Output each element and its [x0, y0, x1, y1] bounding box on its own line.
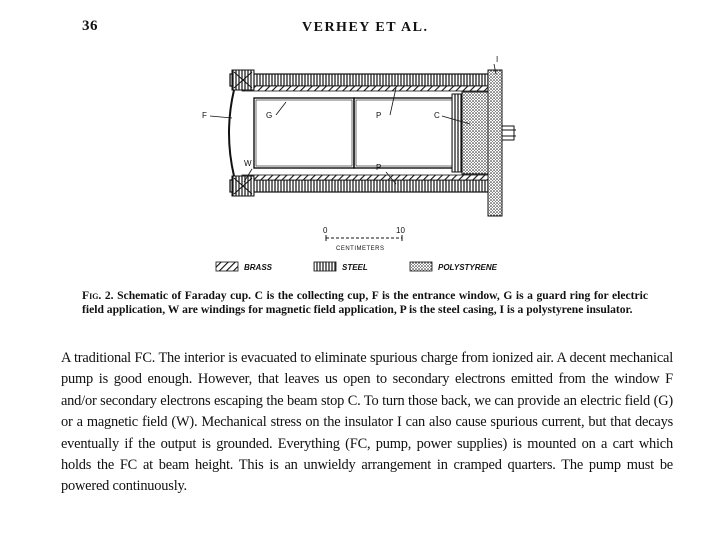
running-head: VERHEY ET AL.	[302, 20, 429, 35]
legend-brass: BRASS	[244, 263, 273, 272]
label-g: G	[266, 111, 273, 120]
faraday-cup-schematic	[190, 52, 530, 284]
legend-steel-swatch	[314, 262, 336, 271]
label-c: C	[434, 111, 440, 120]
label-p-bottom: P	[376, 163, 382, 172]
label-i: I	[496, 55, 499, 64]
legend-steel: STEEL	[342, 263, 368, 272]
legend-polystyrene-swatch	[410, 262, 432, 271]
scale-min: 0	[323, 226, 328, 235]
legend-polystyrene: POLYSTYRENE	[438, 263, 497, 272]
insulator	[462, 92, 488, 174]
page-number: 36	[82, 18, 98, 34]
label-p-top: P	[376, 111, 382, 120]
entrance-window	[229, 90, 234, 176]
legend-brass-swatch	[216, 262, 238, 271]
label-w: W	[244, 159, 252, 168]
collecting-cup	[354, 98, 458, 168]
scale-unit: CENTIMETERS	[336, 246, 385, 252]
casing-top	[230, 74, 488, 86]
body-paragraph: A traditional FC. The interior is evacuated to eliminate spurious charge from ionized air. A decent mechanical pump is good enough. However, that leaves us open to secondary electrons emitted from the window F and/or secondary electrons escaping the beam stop C. To turn those back, we can provide an electric field (G) or a magnetic field (W). Mechanical stress on the insulator I can also cause spurious current, but that decays eventually if the output is grounded. Everything (FC, pump, power supplies) is mounted on a cart which holds the FC at beam height. This is an unwieldy arrangement in cramped quarters. The pump must be powered continuously.	[61, 350, 673, 495]
label-f: F	[202, 111, 207, 120]
caption-label: Fig. 2.	[82, 289, 114, 302]
casing-bottom	[230, 180, 488, 192]
guard-ring	[254, 98, 354, 168]
figure-caption	[82, 289, 648, 316]
caption-text: Schematic of Faraday cup. C is the collecting cup, F is the entrance window, G is a guard ring for electric field application, W are windings for magnetic field application, P is the steel casing, I is a polystyrene insulator.	[82, 289, 648, 316]
scale-max: 10	[396, 226, 405, 235]
